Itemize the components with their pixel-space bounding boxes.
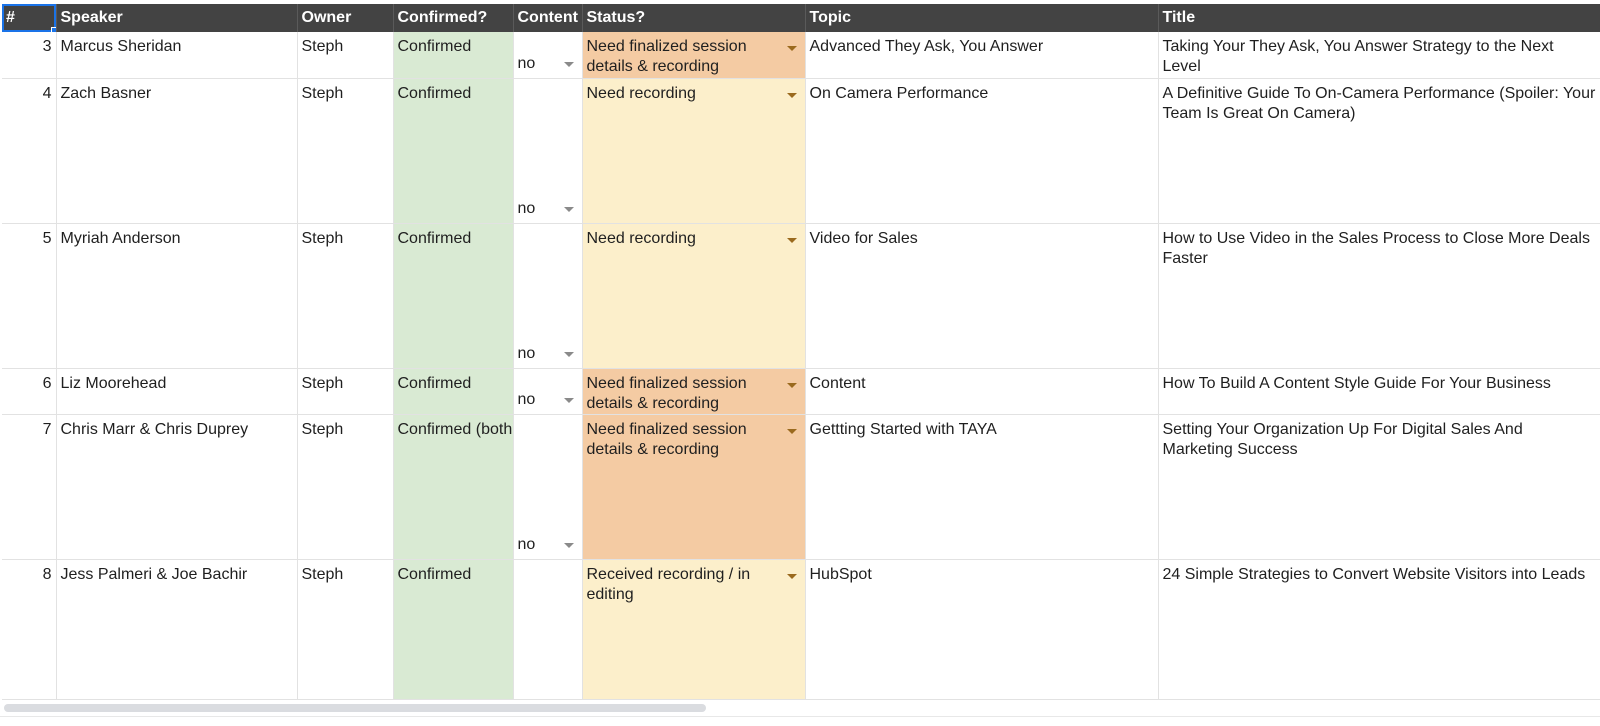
dropdown-value: no [517, 199, 536, 217]
header-cell-content[interactable]: Content [513, 4, 582, 32]
cell-topic[interactable]: Gettting Started with TAYA [805, 414, 1158, 559]
status-value: Need finalized session details & recording [586, 374, 747, 412]
status-value: Need finalized session details & recording [586, 420, 747, 458]
status-value: Need recording [586, 229, 696, 247]
cell-content[interactable] [513, 559, 582, 699]
cell-number[interactable]: 3 [2, 32, 56, 78]
cell-topic[interactable]: HubSpot [805, 559, 1158, 699]
cell-topic[interactable]: Content [805, 368, 1158, 414]
table-row [2, 32, 1600, 78]
cell-owner[interactable]: Steph [297, 368, 393, 414]
table-row [2, 414, 1600, 559]
status-value: Need recording [586, 84, 696, 102]
cell-owner[interactable]: Steph [297, 223, 393, 368]
table-row [2, 368, 1600, 414]
header-cell-number[interactable]: # [2, 4, 56, 32]
dropdown-caret-icon[interactable] [564, 398, 574, 403]
cell-status-dropdown[interactable] [582, 32, 805, 78]
table-row [2, 223, 1600, 368]
cell-confirmed[interactable]: Confirmed (both [393, 414, 513, 559]
cell-title[interactable]: How to Use Video in the Sales Process to Close More Deals Faster [1158, 223, 1600, 368]
horizontal-scrollbar-thumb[interactable] [4, 704, 706, 712]
header-cell-title[interactable]: Title [1158, 4, 1600, 32]
cell-content-dropdown[interactable] [513, 223, 582, 368]
cell-number[interactable]: 4 [2, 78, 56, 223]
cell-topic[interactable]: Video for Sales [805, 223, 1158, 368]
cell-number[interactable]: 8 [2, 559, 56, 699]
cell-title[interactable]: Taking Your They Ask, You Answer Strategy to the Next Level [1158, 32, 1600, 78]
cell-content-dropdown[interactable] [513, 32, 582, 78]
header-cell-confirmed[interactable]: Confirmed? [393, 4, 513, 32]
cell-topic[interactable]: On Camera Performance [805, 78, 1158, 223]
table-row [2, 78, 1600, 223]
cell-title[interactable]: 24 Simple Strategies to Convert Website Visitors into Leads [1158, 559, 1600, 699]
table-row [2, 559, 1600, 699]
cell-status-dropdown[interactable] [582, 559, 805, 699]
cell-confirmed[interactable]: Confirmed [393, 32, 513, 78]
cell-number[interactable]: 5 [2, 223, 56, 368]
cell-owner[interactable]: Steph [297, 32, 393, 78]
cell-confirmed[interactable]: Confirmed [393, 368, 513, 414]
spreadsheet-grid [2, 4, 1600, 700]
cell-confirmed[interactable]: Confirmed [393, 78, 513, 223]
cell-status-dropdown[interactable] [582, 223, 805, 368]
cell-confirmed[interactable]: Confirmed [393, 223, 513, 368]
dropdown-caret-icon[interactable] [787, 46, 797, 51]
cell-topic[interactable]: Advanced They Ask, You Answer [805, 32, 1158, 78]
cell-title[interactable]: A Definitive Guide To On-Camera Performance (Spoiler: Your Team Is Great On Camera) [1158, 78, 1600, 223]
cell-status-dropdown[interactable] [582, 414, 805, 559]
cell-owner[interactable]: Steph [297, 414, 393, 559]
cell-speaker[interactable]: Myriah Anderson [56, 223, 297, 368]
dropdown-caret-icon[interactable] [787, 429, 797, 434]
cell-status-dropdown[interactable] [582, 368, 805, 414]
status-value: Need finalized session details & recording [586, 38, 747, 75]
header-cell-topic[interactable]: Topic [805, 4, 1158, 32]
divider [0, 716, 1600, 717]
cell-status-dropdown[interactable] [582, 78, 805, 223]
header-cell-speaker[interactable]: Speaker [56, 4, 297, 32]
dropdown-caret-icon[interactable] [564, 352, 574, 357]
dropdown-caret-icon[interactable] [564, 207, 574, 212]
cell-number[interactable]: 7 [2, 414, 56, 559]
cell-speaker[interactable]: Zach Basner [56, 78, 297, 223]
status-value: Received recording / in editing [586, 565, 751, 603]
cell-title[interactable]: Setting Your Organization Up For Digital Sales And Marketing Success [1158, 414, 1600, 559]
header-cell-owner[interactable]: Owner [297, 4, 393, 32]
cell-speaker[interactable]: Chris Marr & Chris Duprey [56, 414, 297, 559]
cell-content-dropdown[interactable] [513, 78, 582, 223]
dropdown-caret-icon[interactable] [787, 93, 797, 98]
header-row [2, 4, 1600, 32]
cell-speaker[interactable]: Marcus Sheridan [56, 32, 297, 78]
cell-content-dropdown[interactable] [513, 414, 582, 559]
dropdown-value: no [517, 54, 536, 72]
cell-owner[interactable]: Steph [297, 78, 393, 223]
cell-content-dropdown[interactable] [513, 368, 582, 414]
dropdown-value: no [517, 535, 536, 553]
cell-speaker[interactable]: Jess Palmeri & Joe Bachir [56, 559, 297, 699]
cell-title[interactable]: How To Build A Content Style Guide For Your Business [1158, 368, 1600, 414]
header-cell-status[interactable]: Status? [582, 4, 805, 32]
dropdown-caret-icon[interactable] [564, 543, 574, 548]
dropdown-caret-icon[interactable] [564, 62, 574, 67]
cell-confirmed[interactable]: Confirmed [393, 559, 513, 699]
dropdown-value: no [517, 344, 536, 362]
dropdown-caret-icon[interactable] [787, 238, 797, 243]
dropdown-value: no [517, 390, 536, 408]
cell-speaker[interactable]: Liz Moorehead [56, 368, 297, 414]
dropdown-caret-icon[interactable] [787, 383, 797, 388]
cell-number[interactable]: 6 [2, 368, 56, 414]
cell-owner[interactable]: Steph [297, 559, 393, 699]
dropdown-caret-icon[interactable] [787, 574, 797, 579]
